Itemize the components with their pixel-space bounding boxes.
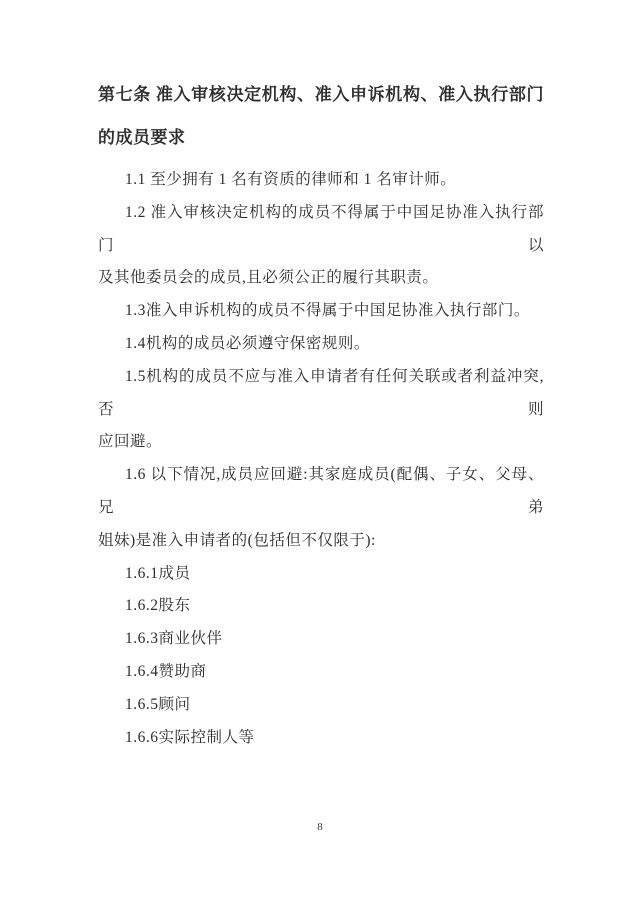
clause-body: [98, 164, 544, 754]
clause-1-6-line-2: 姐妹)是准入申请者的(包括但不仅限于):: [98, 531, 376, 549]
section-heading: [98, 73, 544, 159]
clause-1-2-line-2: 及其他委员会的成员,且必须公正的履行其职责。: [98, 269, 439, 287]
clause-1-4: 1.4机构的成员必须遵守保密规则。: [125, 334, 370, 352]
clause-1-6-6: 1.6.6实际控制人等: [125, 728, 255, 746]
clause-1-5-line-1: 1.5机构的成员不应与准入申请者有任何关联或者利益冲突,否则: [98, 367, 544, 418]
section-heading-line-1: 第七条 准入审核决定机构、准入申诉机构、准入执行部门: [98, 85, 544, 104]
section-heading-line-2: 的成员要求: [98, 128, 186, 147]
clause-1-6-1: 1.6.1成员: [125, 564, 191, 582]
clause-1-6-3: 1.6.3商业伙伴: [125, 630, 223, 648]
clause-1-2-line-1: 1.2 准入审核决定机构的成员不得属于中国足协准入执行部门以: [98, 203, 544, 254]
clause-1-5-line-2: 应回避。: [98, 433, 163, 451]
clause-1-6-2: 1.6.2股东: [125, 597, 191, 615]
clause-1-6-4: 1.6.4赞助商: [125, 662, 207, 680]
clause-1-1: 1.1 至少拥有 1 名有资质的律师和 1 名审计师。: [125, 171, 457, 188]
clause-1-3: 1.3准入申诉机构的成员不得属于中国足协准入执行部门。: [125, 302, 530, 320]
clause-1-6-line-1: 1.6 以下情况,成员应回避:其家庭成员(配偶、子女、父母、兄弟: [98, 466, 544, 516]
page-number: 8: [317, 821, 323, 833]
clause-1-6-5: 1.6.5顾问: [125, 695, 191, 713]
